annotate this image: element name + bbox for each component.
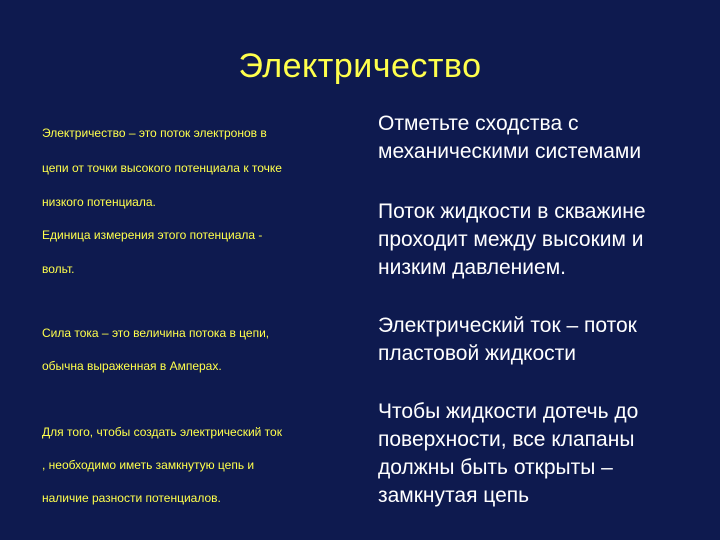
- left-text-line: Сила тока – это величина потока в цепи,: [42, 326, 270, 340]
- left-text-line: наличие разности потенциалов.: [42, 491, 221, 505]
- right-paragraph-fluid-flow: [378, 198, 698, 282]
- left-text-line: цепи от точки высокого потенциала к точке: [42, 161, 282, 175]
- right-paragraph-closed-circuit: [378, 398, 698, 510]
- left-text-line: низкого потенциала.: [42, 195, 156, 209]
- right-text-line: поверхности, все клапаны: [378, 428, 635, 451]
- right-paragraph-similarities: [378, 110, 698, 166]
- left-text-line: вольт.: [42, 262, 75, 276]
- right-text-line: пластовой жидкости: [378, 342, 577, 365]
- right-text-line: проходит между высоким и: [378, 228, 644, 251]
- right-paragraph-current: [378, 312, 698, 368]
- right-text-line: Поток жидкости в скважине: [378, 200, 646, 223]
- right-text-line: Электрический ток – поток: [378, 314, 637, 337]
- left-text-line: Для того, чтобы создать электрический ток: [42, 425, 282, 439]
- left-text-line: Единица измерения этого потенциала -: [42, 228, 263, 242]
- right-text-line: замкнутая цепь: [378, 484, 530, 507]
- right-text-line: механическими системами: [378, 140, 642, 163]
- right-text-line: Чтобы жидкости дотечь до: [378, 400, 639, 423]
- slide-title: Электричество: [238, 47, 482, 85]
- right-text-line: должны быть открыты –: [378, 456, 613, 479]
- left-text-line: обычна выраженная в Амперах.: [42, 359, 222, 373]
- left-text-line: , необходимо иметь замкнутую цепь и: [42, 458, 255, 472]
- right-text-line: низким давлением.: [378, 256, 566, 279]
- right-text-line: Отметьте сходства с: [378, 112, 579, 135]
- left-text-line: Электричество – это поток электронов в: [42, 126, 267, 140]
